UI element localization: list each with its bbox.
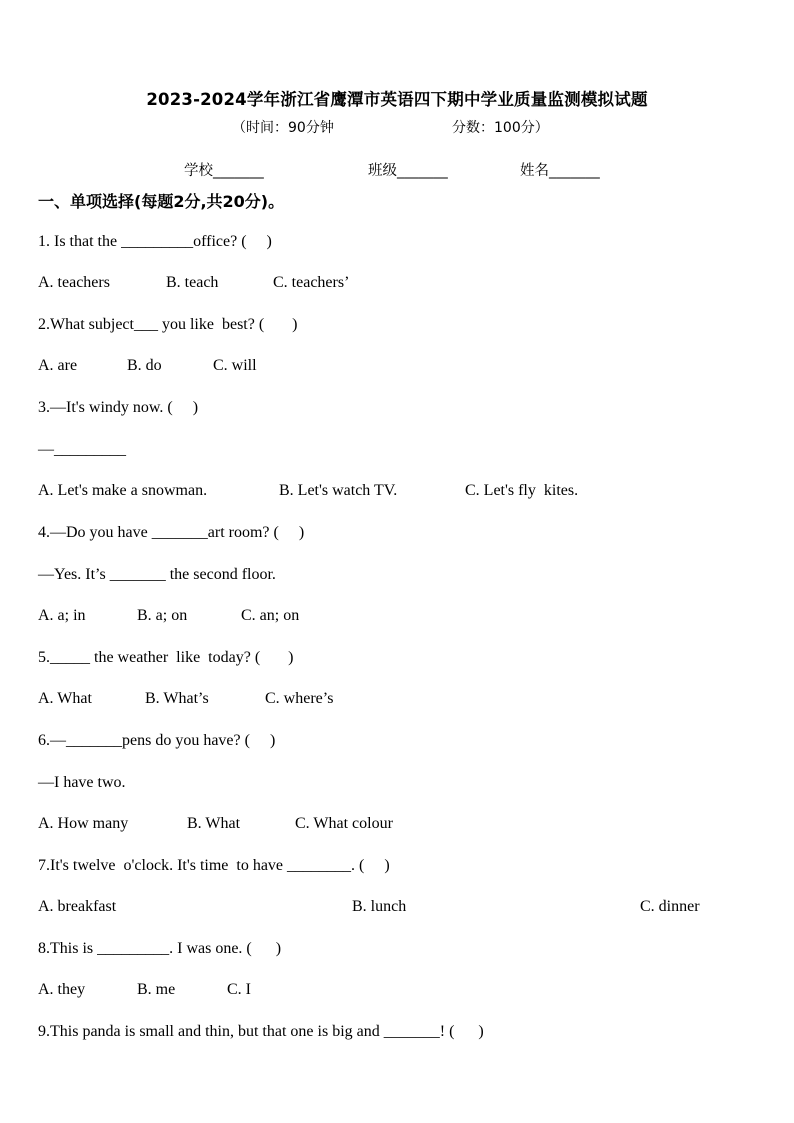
section-heading: 一、单项选择(每题2分,共20分)。 xyxy=(38,192,285,211)
question-6: 6.—_______pens do you have? ( ) xyxy=(38,732,276,749)
q7-option-a: A. breakfast xyxy=(38,898,117,915)
q7-option-c: C. dinner xyxy=(640,898,700,915)
exam-title: 2023-2024学年浙江省鹰潭市英语四下期中学业质量监测模拟试题 xyxy=(146,90,648,109)
q8-option-b: B. me xyxy=(137,981,176,998)
question-2: 2.What subject___ you like best? ( ) xyxy=(38,316,298,333)
question-9: 9.This panda is small and thin, but that one is big and _______! ( ) xyxy=(38,1023,484,1040)
q2-option-c: C. will xyxy=(213,357,257,374)
q3-option-c: C. Let's fly kites. xyxy=(465,482,579,499)
question-8: 8.This is _________. I was one. ( ) xyxy=(38,940,282,957)
class-field: 班级_______ xyxy=(368,163,448,179)
q6-option-c: C. What colour xyxy=(295,815,393,832)
q6-option-b: B. What xyxy=(187,815,241,832)
q1-option-b: B. teach xyxy=(166,274,219,291)
question-7: 7.It's twelve o'clock. It's time to have ________. ( ) xyxy=(38,857,390,874)
question-5: 5._____ the weather like today? ( ) xyxy=(38,649,294,666)
q5-option-b: B. What’s xyxy=(145,690,209,707)
exam-time: （时间：90分钟 xyxy=(232,120,334,136)
q5-option-a: A. What xyxy=(38,690,92,707)
q7-option-b: B. lunch xyxy=(352,898,407,915)
question-4-reply: —Yes. It’s _______ the second floor. xyxy=(38,566,276,583)
q4-option-b: B. a; on xyxy=(137,607,188,624)
q4-option-a: A. a; in xyxy=(38,607,86,624)
q6-option-a: A. How many xyxy=(38,815,129,832)
q8-option-a: A. they xyxy=(38,981,86,998)
exam-score: 分数：100分） xyxy=(452,120,549,136)
name-field: 姓名_______ xyxy=(520,163,600,179)
question-3: 3.—It's windy now. ( ) xyxy=(38,399,199,416)
q1-option-a: A. teachers xyxy=(38,274,110,291)
q3-option-a: A. Let's make a snowman. xyxy=(38,482,208,499)
q3-option-b: B. Let's watch TV. xyxy=(279,482,398,499)
question-1: 1. Is that the _________office? ( ) xyxy=(38,233,272,250)
q2-option-a: A. are xyxy=(38,357,78,374)
q4-option-c: C. an; on xyxy=(241,607,300,624)
q1-option-c: C. teachers’ xyxy=(273,274,350,291)
question-3-answer-line: —_________ xyxy=(38,441,126,458)
question-4: 4.—Do you have _______art room? ( ) xyxy=(38,524,305,541)
q5-option-c: C. where’s xyxy=(265,690,334,707)
school-field: 学校_______ xyxy=(184,163,264,179)
q8-option-c: C. I xyxy=(227,981,251,998)
question-6-reply: —I have two. xyxy=(38,774,126,791)
q2-option-b: B. do xyxy=(127,357,162,374)
